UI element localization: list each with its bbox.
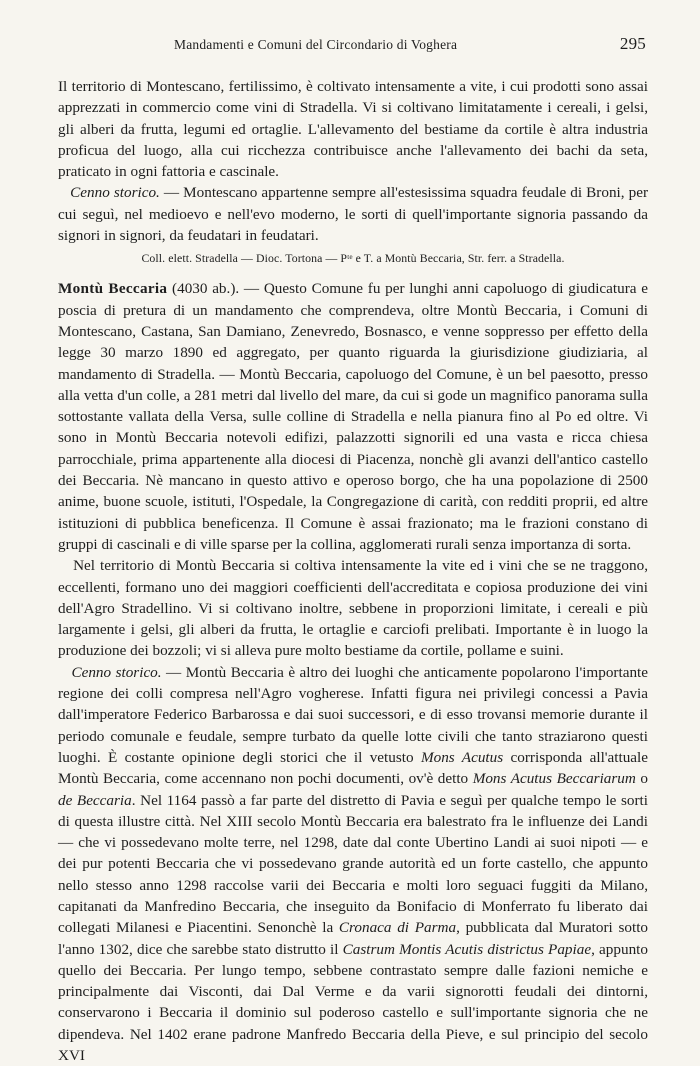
montescano-history-paragraph (58, 182, 648, 246)
cenno-storico-label: Cenno storico. (71, 663, 162, 681)
history-text: , appunto quello dei Beccaria. Per lungo tempo, sebbene contrastato sempre dalle fazioni nemiche e principalmente dai Visconti, dai Dal Verme e da varii signorotti feudali dei dintorni, conservarono i Beccaria il dominio sul poderoso castello e sull'importante signoria che ne dipendeva. Nel 1402 erane padrone Manfredo Beccaria della Pieve, e sul principio del secolo XVI (58, 940, 648, 1065)
montescano-history-text: — Montescano appartenne sempre all'estesissima squadra feudale di Broni, per cui seguì, nel medioevo e nell'evo moderno, le sorti di quell'importante signoria passando da signori in signori, da feudatari in feudatari. (58, 184, 648, 245)
latin-term: Mons Acutus Beccariarum (472, 770, 636, 788)
history-text: , pubblicata dal Muratori sotto l'anno 1302, dice che sarebbe stato distrutto il (58, 919, 649, 958)
montescano-territory-paragraph: Il territorio di Montescano, fertilissimo, è coltivato intensamente a vite, i cui prodotti sono assai apprezzati in commercio come vini di Stradella. Vi si coltivano limitatamente i cereali, i gelsi, gli alberi da frutta, legumi ed ortaglie. L'allevamento del bestiame da cortile è altra industria proficua del luogo, alla cui ricchezza contribuisce anche l'allevamento dei bachi da seta, praticato in ogni fattoria e cascinale. (58, 78, 648, 181)
montu-territory-paragraph (58, 555, 648, 661)
montu-territory-text: Nel territorio di Montù Beccaria si coltiva intensamente la vite ed i vini che se ne traggono, eccellenti, formano uno dei maggiori coefficienti dell'accreditata e copiosa produzione dei vini dell'Agro Stradellino. Vi si coltivano inoltre, sebbene in proporzioni limitate, i cereali e più largamente i gelsi, gli alberi da frutta, le ortaglie e carciofi prelibati. Importante è in luogo la produzione dei bozzoli; vi si alleva pure molto bestiame da cortile, pollame e suini. (58, 557, 649, 660)
history-text: . Nel 1164 passò a far parte del distretto di Pavia e seguì per qualche tempo le sorti di questa illustre città. Nel XIII secolo Montù Beccaria era balestrato fra le influenze dei Landi — che vi possedevano molte terre, nel 1298, date dal conte Ubertino Landi ai suoi nipoti — e dei pur potenti Beccaria che vi possedevano grande autorità ed un forte castello, che appunto nello stesso anno 1298 raccolse varii dei Beccaria e molti loro seguaci fuggiti da Milano, capitanati da Manfredino Beccaria, che inseguito da Bonifacio di Monferrato fu liberato dai collegati Milanesi e Piacentini. Senonchè la (58, 791, 648, 937)
cenno-storico-label: Cenno storico. (70, 184, 160, 202)
montu-intro-text: (4030 ab.). — Questo Comune fu per lunghi anni capoluogo di giudicatura e poscia di pretura di un mandamento che comprendeva, oltre Montù Beccaria, i Comuni di Montescano, Castana, San Damiano, Zenevredo, Bosnasco, e venne soppresso per effetto della legge 30 marzo 1890 ed aggregato, per quanto riguarda la giurisdizione giudiziaria, al mandamento di Stradella. — Montù Beccaria, capoluogo del Comune, è un bel paesotto, presso alla vetta d'un colle, a 281 metri dal livello del mare, da cui si gode un magnifico panorama sulla sottostante vallata della Versa, sulle colline di Stradella e nella pianura fino al Po ed oltre. Vi sono in Montù Beccaria notevoli edifizi, palazzotti signorili ed una vasta e ricca chiesa parrocchiale, prima appartenente alla diocesi di Piacenza, nonchè gli avanzi dell'antico castello dei Beccaria. Nè mancano in questo attivo e operoso borgo, che ha una popolazione di 2500 anime, buone scuole, istituti, l'Ospedale, la Congregazione di carità, con redditi proprii, ed altre istituzioni di pubblica beneficenza. Il Comune è assai frazionato; ma le frazioni constano di gruppi di cascinali e di ville sparse per la collina, agglomerati rurali senza importanza di sorta. (58, 280, 648, 553)
montu-entry-title: Montù Beccaria (58, 280, 168, 298)
running-head (58, 34, 648, 54)
history-text: — Montù Beccaria è altro dei luoghi che anticamente popolarono l'importante regione dei colli compresa nell'Agro vogherese. Infatti figura nei privilegi concessi a Pavia dall'imperatore Federico Barbarossa e dai suoi successori, e di esso trovansi memorie durante il periodo comunale e feudale, sempre turbato da quelle lotte civili che tanto straziarono questi luoghi. È costante opinione degli storici che il vetusto (58, 663, 649, 766)
latin-term: de Beccaria (58, 791, 132, 809)
montu-history-paragraph (58, 662, 648, 1066)
source-title: Cronaca di Parma (338, 919, 457, 937)
running-title: Mandamenti e Comuni del Circondario di Voghera (174, 37, 458, 52)
montescano-info-line: Coll. elett. Stradella — Dioc. Tortona — Pᵗᵉ e T. a Montù Beccaria, Str. ferr. a Stradella. (141, 251, 565, 266)
latin-term: Mons Acutus (420, 748, 504, 766)
page-number: 295 (619, 34, 646, 53)
latin-term: Castrum Montis Acutis districtus Papiae (342, 940, 592, 958)
montu-intro-paragraph (58, 278, 648, 555)
history-text: corrisponda all'attuale Montù Beccaria, come accennano non pochi documenti, ov'è detto (58, 748, 649, 788)
history-text: o (635, 770, 649, 788)
